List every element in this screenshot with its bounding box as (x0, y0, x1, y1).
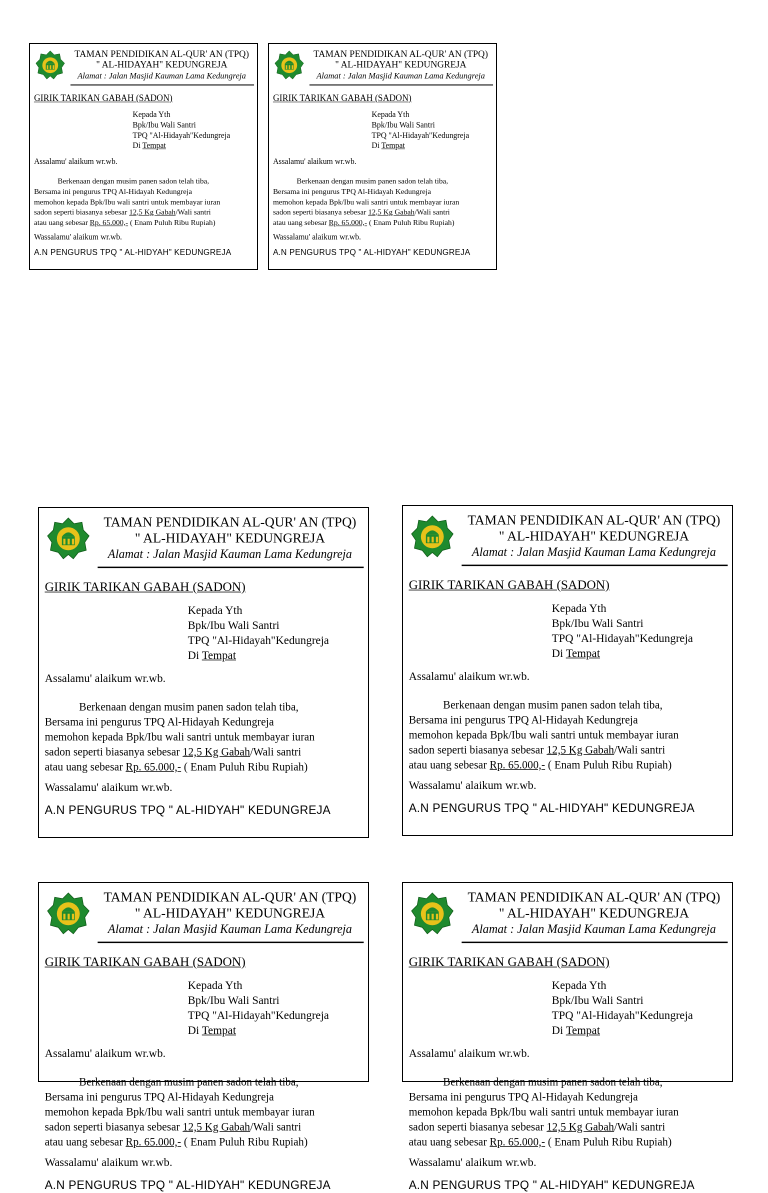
recipient-place: Tempat (142, 141, 166, 151)
body-text: ( Enam Puluh Ribu Rupiah) (128, 218, 216, 228)
institution-name: " AL-HIDAYAH" KEDUNGREJA (498, 905, 690, 921)
body-text: atau uang sebesar (408, 759, 490, 772)
body-line-5 (34, 218, 253, 228)
coupon-card (268, 43, 497, 270)
recipient-line-2: Bpk/Ibu Wali Santri (187, 994, 280, 1007)
body-line-5 (45, 760, 363, 775)
body-line-2: Bersama ini pengurus TPQ Al-Hidayah Kedungreja (44, 1091, 274, 1104)
card-inner (39, 883, 368, 1192)
header-divider (98, 567, 364, 568)
recipient-line-3: TPQ "Al-Hidayah"Kedungreja (187, 1009, 329, 1022)
recipient-place: Tempat (201, 1024, 237, 1037)
recipient-block (372, 110, 469, 151)
body-text: ( Enam Puluh Ribu Rupiah) (181, 1136, 308, 1149)
greeting: Assalamu' alaikum wr.wb. (44, 672, 166, 685)
institution-address: Alamat : Jalan Masjid Kauman Lama Kedungreja (107, 922, 352, 936)
closing: Wassalamu' alaikum wr.wb. (408, 779, 537, 793)
institution-title: TAMAN PENDIDIKAN AL-QUR' AN (TPQ) (103, 890, 357, 906)
recipient-line-1: Kepada Yth (371, 110, 410, 120)
letter-body (273, 176, 492, 228)
signature: A.N PENGURUS TPQ " AL-HIDYAH" KEDUNGREJA (44, 804, 331, 817)
body-line-4 (409, 1120, 727, 1135)
body-line-3: memohon kepada Bpk/Ibu wali santri untuk membayar iuran (408, 1106, 679, 1119)
header-divider (309, 84, 493, 85)
body-text: /Wali santri (614, 1121, 666, 1134)
recipient-line-2: Bpk/Ibu Wali Santri (551, 994, 644, 1007)
institution-name: " AL-HIDAYAH" KEDUNGREJA (335, 59, 467, 71)
institution-address: Alamat : Jalan Masjid Kauman Lama Kedungreja (471, 922, 716, 936)
body-line-2: Bersama ini pengurus TPQ Al-Hidayah Kedungreja (272, 187, 432, 196)
recipient-line-4 (188, 1023, 329, 1038)
card-inner (403, 506, 732, 815)
recipient-line-4 (372, 141, 469, 151)
body-text: sadon seperti biasanya sebesar (272, 208, 369, 217)
recipient-line-2: Bpk/Ibu Wali Santri (371, 120, 435, 130)
card-inner (403, 883, 732, 1192)
money-amount: Rp. 65.000,- (489, 1136, 546, 1149)
gabah-amount: 12,5 Kg Gabah (546, 744, 615, 757)
body-line-3: memohon kepada Bpk/Ibu wali santri untuk membayar iuran (44, 1106, 315, 1119)
recipient-prefix: Di (132, 141, 143, 151)
body-text: /Wali santri (414, 208, 450, 217)
header-divider (98, 942, 364, 943)
recipient-line-3: TPQ "Al-Hidayah"Kedungreja (551, 632, 693, 645)
coupon-card (38, 507, 369, 838)
letterhead (309, 49, 492, 82)
letter-body (409, 698, 727, 773)
body-text: ( Enam Puluh Ribu Rupiah) (367, 218, 455, 228)
recipient-prefix: Di (371, 141, 382, 151)
body-line-4 (409, 743, 727, 758)
body-line-4 (45, 1120, 363, 1135)
letter-body (45, 700, 363, 775)
recipient-block (188, 978, 329, 1038)
recipient-line-1: Kepada Yth (187, 604, 243, 617)
recipient-prefix: Di (187, 1024, 202, 1037)
body-line-3: memohon kepada Bpk/Ibu wali santri untuk membayar iuran (44, 731, 315, 744)
recipient-line-1: Kepada Yth (551, 979, 607, 992)
body-text: atau uang sebesar (44, 761, 126, 774)
gabah-amount: 12,5 Kg Gabah (182, 746, 251, 759)
recipient-line-1: Kepada Yth (132, 110, 171, 120)
body-line-5 (273, 218, 492, 228)
recipient-block (552, 601, 693, 661)
closing: Wassalamu' alaikum wr.wb. (33, 233, 123, 242)
body-line-2: Bersama ini pengurus TPQ Al-Hidayah Kedungreja (408, 1091, 638, 1104)
recipient-place: Tempat (565, 1024, 601, 1037)
body-line-1: Berkenaan dengan musim panen sadon telah tiba, (296, 177, 449, 186)
document-title: GIRIK TARIKAN GABAH (SADON) (44, 954, 246, 969)
letterhead (462, 513, 727, 560)
coupon-card (29, 43, 258, 270)
greeting: Assalamu' alaikum wr.wb. (408, 670, 530, 683)
coupon-card (38, 882, 369, 1192)
body-line-5 (45, 1135, 363, 1150)
body-line-5 (409, 758, 727, 773)
letter-body (45, 1075, 363, 1150)
body-text: /Wali santri (614, 744, 666, 757)
institution-address: Alamat : Jalan Masjid Kauman Lama Kedungreja (316, 71, 485, 81)
institution-address: Alamat : Jalan Masjid Kauman Lama Kedungreja (471, 545, 716, 559)
recipient-line-2: Bpk/Ibu Wali Santri (132, 120, 196, 130)
recipient-block (188, 603, 329, 663)
body-line-1: Berkenaan dengan musim panen sadon telah tiba, (79, 701, 299, 714)
body-text: sadon seperti biasanya sebesar (408, 744, 547, 757)
signature: A.N PENGURUS TPQ " AL-HIDYAH" KEDUNGREJA (33, 248, 232, 258)
body-text: sadon seperti biasanya sebesar (33, 208, 130, 217)
recipient-line-2: Bpk/Ibu Wali Santri (551, 617, 644, 630)
tpq-logo-icon (46, 892, 90, 936)
greeting: Assalamu' alaikum wr.wb. (408, 1047, 530, 1060)
recipient-block (133, 110, 230, 151)
document-title: GIRIK TARIKAN GABAH (SADON) (408, 954, 610, 969)
letter-body (34, 176, 253, 228)
body-text: atau uang sebesar (44, 1136, 126, 1149)
institution-address: Alamat : Jalan Masjid Kauman Lama Kedungreja (77, 71, 246, 81)
recipient-line-1: Kepada Yth (187, 979, 243, 992)
body-line-4 (34, 207, 253, 217)
body-line-1: Berkenaan dengan musim panen sadon telah tiba, (443, 1076, 663, 1089)
card-inner (269, 44, 496, 258)
document-title: GIRIK TARIKAN GABAH (SADON) (272, 93, 412, 104)
letterhead (98, 515, 363, 562)
tpq-logo-icon (410, 515, 454, 559)
document-title: GIRIK TARIKAN GABAH (SADON) (44, 579, 246, 594)
recipient-line-3: TPQ "Al-Hidayah"Kedungreja (551, 1009, 693, 1022)
closing: Wassalamu' alaikum wr.wb. (272, 233, 362, 242)
closing: Wassalamu' alaikum wr.wb. (408, 1156, 537, 1170)
body-line-2: Bersama ini pengurus TPQ Al-Hidayah Kedungreja (44, 716, 274, 729)
coupon-card (402, 882, 733, 1192)
institution-address: Alamat : Jalan Masjid Kauman Lama Kedungreja (107, 547, 352, 561)
recipient-place: Tempat (381, 141, 405, 151)
money-amount: Rp. 65.000,- (89, 218, 129, 228)
greeting: Assalamu' alaikum wr.wb. (44, 1047, 166, 1060)
recipient-block (552, 978, 693, 1038)
recipient-line-3: TPQ "Al-Hidayah"Kedungreja (371, 131, 470, 140)
money-amount: Rp. 65.000,- (125, 761, 182, 774)
gabah-amount: 12,5 Kg Gabah (546, 1121, 615, 1134)
body-line-1: Berkenaan dengan musim panen sadon telah tiba, (443, 699, 663, 712)
greeting: Assalamu' alaikum wr.wb. (272, 157, 357, 166)
institution-title: TAMAN PENDIDIKAN AL-QUR' AN (TPQ) (467, 513, 721, 529)
body-line-1: Berkenaan dengan musim panen sadon telah tiba, (57, 177, 210, 186)
recipient-line-2: Bpk/Ibu Wali Santri (187, 619, 280, 632)
letterhead (462, 890, 727, 937)
recipient-place: Tempat (565, 647, 601, 660)
header-divider (70, 84, 254, 85)
recipient-prefix: Di (187, 649, 202, 662)
recipient-prefix: Di (551, 1024, 566, 1037)
body-text: sadon seperti biasanya sebesar (408, 1121, 547, 1134)
body-text: ( Enam Puluh Ribu Rupiah) (181, 761, 308, 774)
document-title: GIRIK TARIKAN GABAH (SADON) (33, 93, 173, 104)
letter-body (409, 1075, 727, 1150)
body-text: /Wali santri (250, 746, 302, 759)
body-line-5 (409, 1135, 727, 1150)
body-line-1: Berkenaan dengan musim panen sadon telah tiba, (79, 1076, 299, 1089)
signature: A.N PENGURUS TPQ " AL-HIDYAH" KEDUNGREJA (272, 248, 471, 258)
card-inner (30, 44, 257, 258)
body-line-4 (45, 745, 363, 760)
institution-name: " AL-HIDAYAH" KEDUNGREJA (96, 59, 228, 71)
tpq-logo-icon (410, 892, 454, 936)
body-text: /Wali santri (175, 208, 211, 217)
institution-name: " AL-HIDAYAH" KEDUNGREJA (498, 528, 690, 544)
recipient-line-1: Kepada Yth (551, 602, 607, 615)
gabah-amount: 12,5 Kg Gabah (182, 1121, 251, 1134)
body-text: atau uang sebesar (33, 218, 90, 228)
recipient-line-3: TPQ "Al-Hidayah"Kedungreja (187, 634, 329, 647)
body-text: atau uang sebesar (408, 1136, 490, 1149)
recipient-line-3: TPQ "Al-Hidayah"Kedungreja (132, 131, 231, 140)
closing: Wassalamu' alaikum wr.wb. (44, 781, 173, 795)
gabah-amount: 12,5 Kg Gabah (368, 208, 415, 217)
institution-title: TAMAN PENDIDIKAN AL-QUR' AN (TPQ) (103, 515, 357, 531)
money-amount: Rp. 65.000,- (489, 759, 546, 772)
recipient-line-4 (552, 646, 693, 661)
body-line-3: memohon kepada Bpk/Ibu wali santri untuk membayar iuran (408, 729, 679, 742)
letterhead (98, 890, 363, 937)
body-text: ( Enam Puluh Ribu Rupiah) (545, 759, 672, 772)
body-line-4 (273, 207, 492, 217)
signature: A.N PENGURUS TPQ " AL-HIDYAH" KEDUNGREJA (408, 1179, 695, 1192)
tpq-logo-icon (274, 50, 305, 81)
institution-title: TAMAN PENDIDIKAN AL-QUR' AN (TPQ) (313, 48, 488, 60)
tpq-logo-icon (35, 50, 66, 81)
header-divider (462, 942, 728, 943)
document-title: GIRIK TARIKAN GABAH (SADON) (408, 577, 610, 592)
greeting: Assalamu' alaikum wr.wb. (33, 157, 118, 166)
header-divider (462, 565, 728, 566)
body-line-3: memohon kepada Bpk/Ibu wali santri untuk membayar iuran (272, 197, 460, 207)
body-line-2: Bersama ini pengurus TPQ Al-Hidayah Kedungreja (408, 714, 638, 727)
signature: A.N PENGURUS TPQ " AL-HIDYAH" KEDUNGREJA (408, 802, 695, 815)
body-text: sadon seperti biasanya sebesar (44, 1121, 183, 1134)
closing: Wassalamu' alaikum wr.wb. (44, 1156, 173, 1170)
recipient-prefix: Di (551, 647, 566, 660)
gabah-amount: 12,5 Kg Gabah (129, 208, 176, 217)
recipient-line-4 (133, 141, 230, 151)
institution-name: " AL-HIDAYAH" KEDUNGREJA (134, 905, 326, 921)
tpq-logo-icon (46, 517, 90, 561)
body-text: /Wali santri (250, 1121, 302, 1134)
body-text: atau uang sebesar (272, 218, 329, 228)
card-inner (39, 508, 368, 817)
body-line-3: memohon kepada Bpk/Ibu wali santri untuk membayar iuran (33, 197, 221, 207)
institution-name: " AL-HIDAYAH" KEDUNGREJA (134, 530, 326, 546)
institution-title: TAMAN PENDIDIKAN AL-QUR' AN (TPQ) (467, 890, 721, 906)
money-amount: Rp. 65.000,- (328, 218, 368, 228)
money-amount: Rp. 65.000,- (125, 1136, 182, 1149)
body-line-2: Bersama ini pengurus TPQ Al-Hidayah Kedungreja (33, 187, 193, 196)
recipient-line-4 (188, 648, 329, 663)
body-text: ( Enam Puluh Ribu Rupiah) (545, 1136, 672, 1149)
recipient-line-4 (552, 1023, 693, 1038)
recipient-place: Tempat (201, 649, 237, 662)
institution-title: TAMAN PENDIDIKAN AL-QUR' AN (TPQ) (74, 48, 249, 60)
body-text: sadon seperti biasanya sebesar (44, 746, 183, 759)
signature: A.N PENGURUS TPQ " AL-HIDYAH" KEDUNGREJA (44, 1179, 331, 1192)
coupon-card (402, 505, 733, 836)
letterhead (70, 49, 253, 82)
